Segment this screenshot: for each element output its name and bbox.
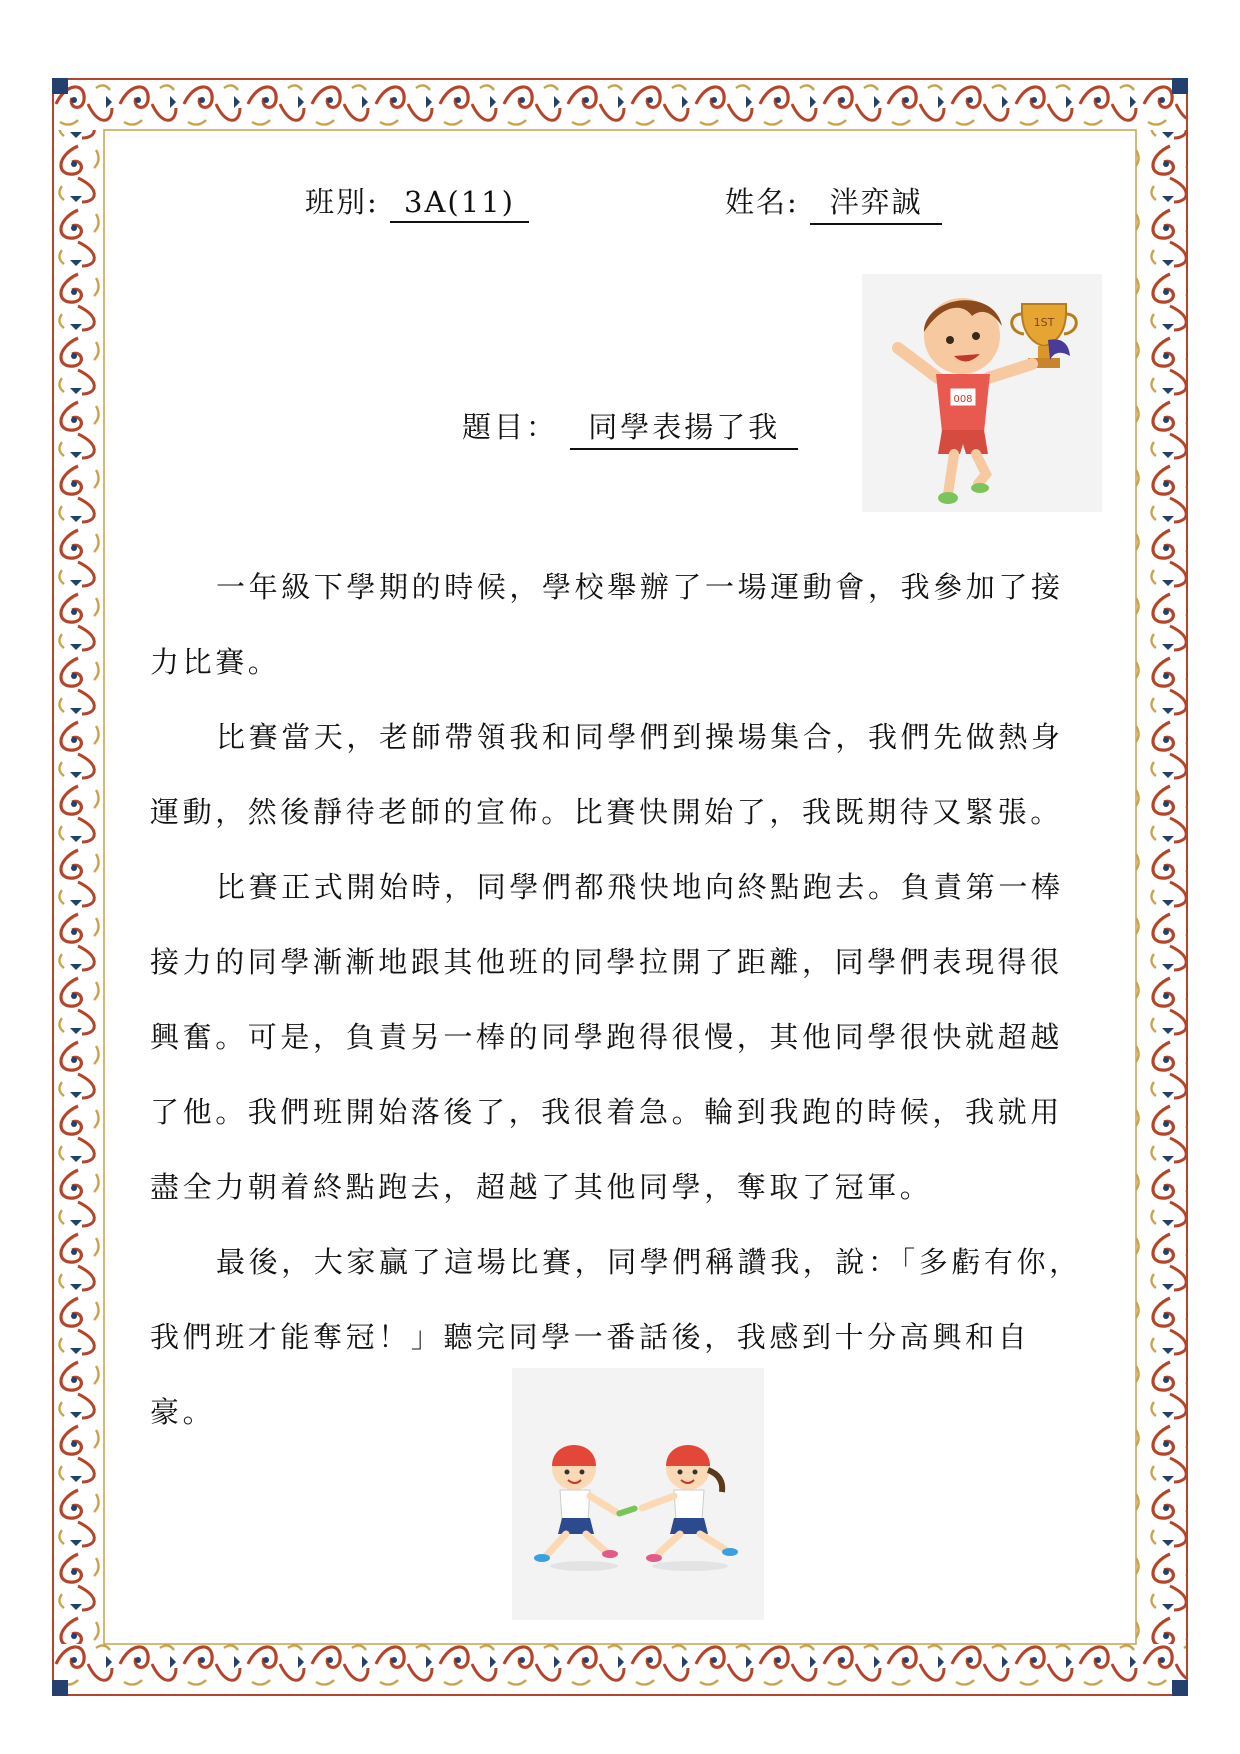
name-value: 泮弈誠: [810, 180, 942, 225]
paragraph: 比賽當天，老師帶領我和同學們到操場集合，我們先做熱身運動，然後靜待老師的宣佈。比賽快開始了，我既期待又緊張。: [150, 720, 1064, 829]
trophy-badge-text: 1ST: [1033, 316, 1055, 329]
paragraph: 比賽正式開始時，同學們都飛快地向終點跑去。負責第一棒接力的同學漸漸地跟其他班的同學拉開了距離，同學們表現得很興奮。可是，負責另一棒的同學跑得很慢，其他同學很快就超越了他。我們班開始落後了，我很着急。輪到我跑的時候，我就用盡全力朝着終點跑去，超越了其他同學，奪取了冠軍。: [150, 870, 1064, 1204]
relay-runners-illustration: [512, 1368, 764, 1620]
class-field: [305, 180, 529, 223]
title-label: 題目：: [462, 410, 559, 444]
essay-title: [462, 405, 798, 450]
paragraph: 一年級下學期的時候，學校舉辦了一場運動會，我參加了接力比賽。: [150, 570, 1064, 679]
paragraph: 最後，大家贏了這場比賽，同學們稱讚我，說：「多虧有你，我們班才能奪冠！」聽完同學一番話後，我感到十分高興和自豪。: [150, 1245, 1082, 1429]
bib-number: 008: [953, 394, 973, 405]
class-value: 3A(11): [390, 185, 529, 223]
class-label: 班別:: [305, 185, 379, 219]
title-value: 同學表揚了我: [570, 405, 798, 450]
essay-body: [150, 550, 1090, 1450]
name-field: [725, 180, 942, 225]
name-label: 姓名:: [725, 185, 799, 219]
boy-with-trophy-illustration: [862, 274, 1102, 512]
